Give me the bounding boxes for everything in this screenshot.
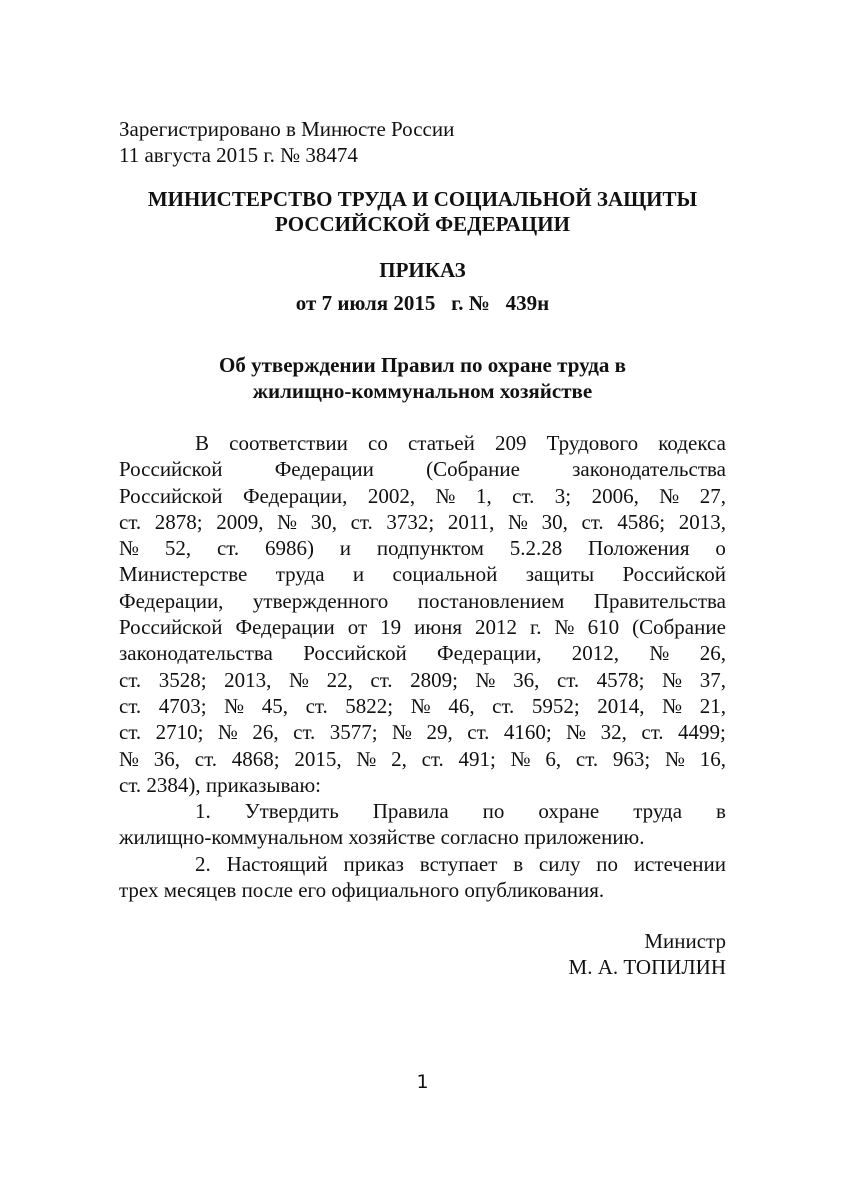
body-line: 1. Утвердить Правила по охране труда в	[195, 799, 726, 824]
body-line: № 36, ст. 4868; 2015, № 2, ст. 491; № 6, ст. 963; № 16,	[119, 746, 726, 771]
ministry-line-2: РОССИЙСКОЙ ФЕДЕРАЦИИ	[275, 212, 570, 236]
order-date-number: от 7 июля 2015 г. № 439н	[295, 291, 550, 315]
order-subject	[100, 352, 745, 404]
signature-block	[400, 928, 726, 980]
body-line: законодательства Российской Федерации, 2012, № 26,	[119, 641, 726, 666]
body-line: ст. 3528; 2013, № 22, ст. 2809; № 36, ст. 4578; № 37,	[119, 667, 726, 692]
body-line: ст. 2878; 2009, № 30, ст. 3732; 2011, № 30, ст. 4586; 2013,	[119, 509, 726, 534]
body-line: Российской Федерации от 19 июня 2012 г. № 610 (Собрание	[119, 615, 726, 640]
body-line: ст. 4703; № 45, ст. 5822; № 46, ст. 5952; 2014, № 21,	[119, 693, 726, 718]
registration-line-2: 11 августа 2015 г. № 38474	[119, 143, 358, 167]
ministry-line-1: МИНИСТЕРСТВО ТРУДА И СОЦИАЛЬНОЙ ЗАЩИТЫ	[147, 187, 698, 211]
order-title: ПРИКАЗ	[379, 258, 466, 282]
body-line: № 52, ст. 6986) и подпунктом 5.2.28 Положения о	[119, 536, 726, 561]
body-line: В соответствии со статьей 209 Трудового кодекса	[195, 431, 726, 455]
body-line: ст. 2384), приказываю:	[119, 772, 321, 797]
registration-line-1: Зарегистрировано в Минюсте России	[119, 117, 455, 141]
signatory-name: М. А. ТОПИЛИН	[568, 955, 726, 979]
body-line: 2. Настоящий приказ вступает в силу по истечении	[195, 851, 726, 876]
body-line: ст. 2710; № 26, ст. 3577; № 29, ст. 4160; № 32, ст. 4499;	[119, 720, 726, 745]
ministry-heading	[100, 187, 745, 237]
order-body	[119, 430, 726, 903]
body-line: Министерстве труда и социальной защиты Российской	[119, 562, 726, 587]
body-line: Федерации, утвержденного постановлением Правительства	[119, 588, 726, 613]
page-number: 1	[416, 1071, 429, 1093]
body-line: жилищно-коммунальном хозяйстве согласно приложению.	[119, 825, 645, 850]
subject-line-2: жилищно-коммунальном хозяйстве	[252, 379, 593, 403]
body-line: Российской Федерации, 2002, № 1, ст. 3; 2006, № 27,	[119, 483, 726, 508]
subject-line-1: Об утверждении Правил по охране труда в	[219, 353, 626, 377]
signatory-position: Министр	[644, 929, 726, 953]
body-line: Российской Федерации (Собрание законодательства	[119, 457, 726, 482]
registration-note	[119, 116, 719, 168]
body-line: трех месяцев после его официального опубликования.	[119, 878, 605, 903]
